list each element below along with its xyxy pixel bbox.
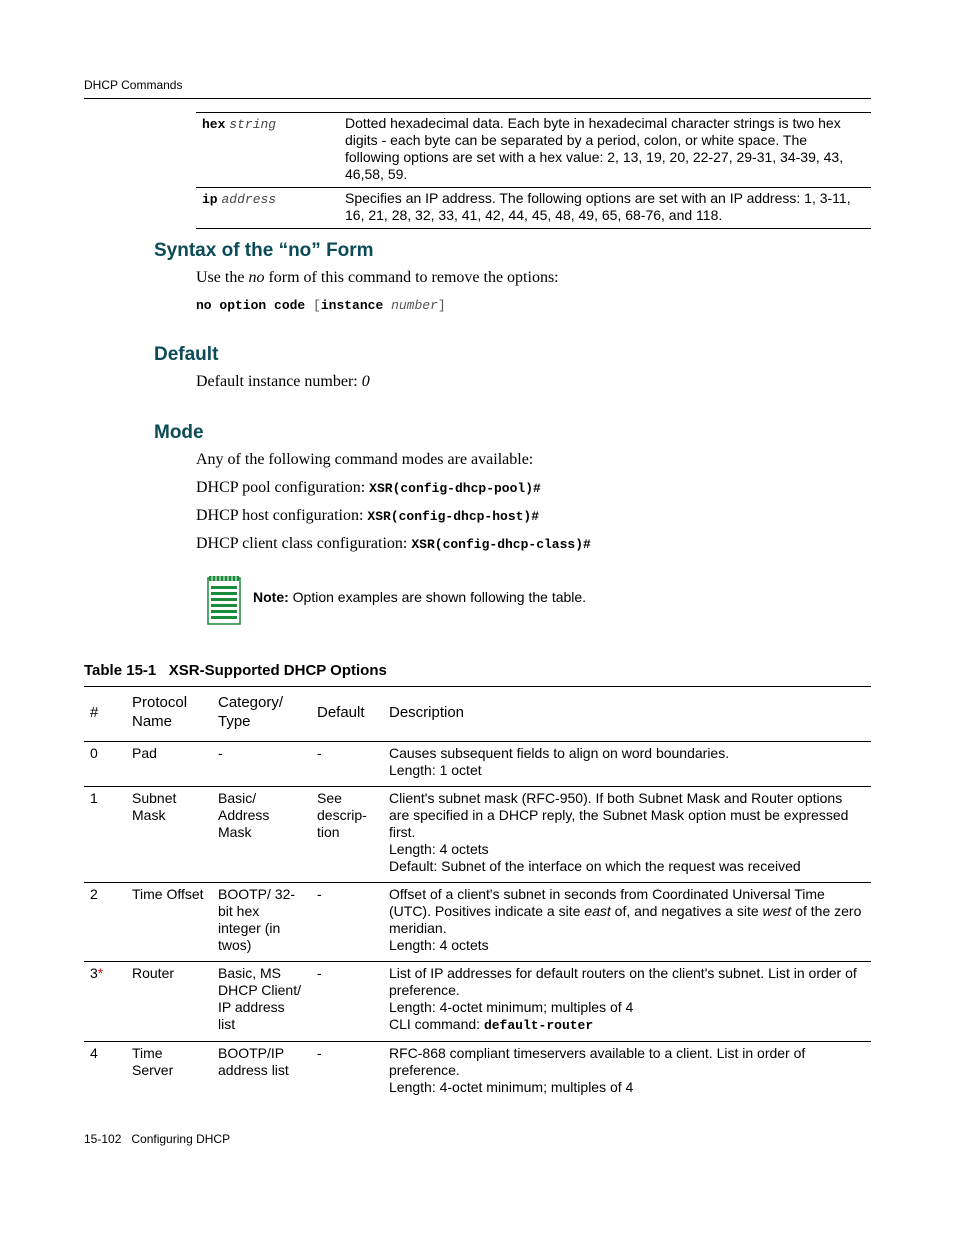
cell-name: Subnet Mask [126, 787, 212, 883]
cell-name: Pad [126, 742, 212, 787]
param-row [196, 188, 871, 229]
page-footer: 15-102 Configuring DHCP [84, 1132, 231, 1146]
desc-line: Length: 4 octets [389, 841, 489, 857]
text-run: Offset of a client's subnet in seconds from Coordinated Universal Time (UTC). Positives indicate a site [389, 886, 825, 919]
cell-category: Basic/ Address Mask [212, 787, 311, 883]
default-heading: Default [154, 344, 219, 365]
default-value: 0 [361, 373, 370, 390]
row-number: 3 [90, 965, 98, 981]
mode-label: DHCP pool configuration: [196, 479, 370, 496]
emphasis-no: no [248, 269, 265, 286]
header-category: Category/ Type [212, 687, 311, 742]
cell-default: - [311, 962, 383, 1042]
bracket: ] [437, 298, 446, 313]
desc-line: Client's subnet mask (RFC-950). If both Subnet Mask and Router options are specified in a DHCP reply, the Subnet Mask option must be expressed first. [389, 790, 849, 840]
header-default: Default [311, 687, 383, 742]
desc-line: Length: 4-octet minimum; multiples of 4 [389, 1079, 634, 1095]
desc-line: RFC-868 compliant timeservers available to a client. List in order of preference. [389, 1045, 806, 1078]
command-keyword: instance [320, 298, 384, 313]
cell-category: BOOTP/ 32-bit hex integer (in twos) [212, 883, 311, 962]
parameter-table [196, 112, 871, 229]
syntax-no-command [196, 298, 446, 313]
mode-label: DHCP host configuration: [196, 507, 368, 524]
text-run: form of this command to remove the options: [264, 269, 559, 286]
table-row [84, 742, 871, 787]
param-keyword: hex [202, 117, 226, 132]
emphasis: west [762, 903, 792, 919]
cell-default: - [311, 883, 383, 962]
table-header-row [84, 687, 871, 742]
table-row [84, 787, 871, 883]
header-description: Description [383, 687, 871, 742]
mode-prompt: XSR(config-dhcp-host)# [367, 509, 540, 524]
syntax-no-text [196, 269, 559, 287]
table-title: XSR-Supported DHCP Options [168, 662, 387, 679]
cell-num [84, 962, 126, 1042]
dhcp-options-table [84, 686, 871, 1103]
mode-prompt: XSR(config-dhcp-class)# [411, 537, 591, 552]
mode-intro: Any of the following command modes are available: [196, 451, 534, 468]
param-name-cell [196, 188, 339, 229]
text-run: of the zero meridian. [389, 903, 862, 936]
table-caption [84, 662, 387, 679]
mode-label: DHCP client class configuration: [196, 535, 412, 552]
cell-num: 2 [84, 883, 126, 962]
cell-description [383, 962, 871, 1042]
text-run: Option examples are shown following the table. [288, 589, 587, 605]
cli-command: default-router [483, 1018, 594, 1033]
cell-name: Time Server [132, 1045, 174, 1078]
running-header: DHCP Commands [84, 78, 183, 92]
cell-default: - [311, 742, 383, 787]
emphasis: east [584, 903, 611, 919]
desc-line: Default: Subnet of the interface on which the request was received [389, 858, 801, 874]
syntax-no-heading: Syntax of the “no” Form [154, 240, 374, 261]
table-row [84, 1042, 871, 1104]
cell-description [383, 883, 871, 962]
cell-category: Basic, MS DHCP Client/ IP address list [212, 962, 311, 1042]
cell-description [383, 1042, 871, 1104]
table-row [84, 883, 871, 962]
table-number: Table 15-1 [84, 662, 157, 679]
desc-line: Length: 4-octet minimum; multiples of 4 [389, 999, 634, 1015]
cell-description [383, 787, 871, 883]
cell-num: 4 [90, 1045, 98, 1061]
desc-line [389, 1016, 865, 1034]
text-run: of, and negatives a site [610, 903, 763, 919]
mode-prompt: XSR(config-dhcp-pool)# [369, 481, 541, 496]
cell-category: BOOTP/IP address list [218, 1045, 289, 1078]
desc-line: List of IP addresses for default routers on the client's subnet. List in order of preference. [389, 965, 857, 998]
cell-default: See descrip-tion [311, 787, 383, 883]
mode-item [196, 535, 591, 553]
header-rule [84, 98, 871, 99]
mode-item [196, 507, 539, 525]
param-arg: address [221, 192, 277, 207]
mode-heading: Mode [154, 422, 204, 443]
command-arg: number [391, 298, 438, 313]
cell-name: Time Offset [126, 883, 212, 962]
bracket: [ [313, 298, 321, 313]
default-text [196, 373, 370, 391]
cell-name: Router [126, 962, 212, 1042]
text-run: Use the [196, 269, 249, 286]
command-keyword: no option code [196, 298, 306, 313]
desc-line: Causes subsequent fields to align on word boundaries. [389, 745, 730, 761]
header-num: # [84, 687, 126, 742]
desc-line [389, 886, 865, 937]
cell-category: - [212, 742, 311, 787]
param-description: Specifies an IP address. The following options are set with an IP address: 1, 3-11, 16, 21, 28, 32, 33, 41, 42, 44, 45, 48, 49, 65, 68-76, and 118. [339, 188, 871, 229]
desc-line: Length: 4 octets [389, 937, 489, 953]
mode-item [196, 479, 541, 497]
param-name-cell [196, 113, 339, 188]
cli-label: CLI command: [389, 1016, 484, 1032]
cell-num: 1 [84, 787, 126, 883]
header-protocol-name: Protocol Name [126, 687, 212, 742]
note-text [253, 589, 586, 605]
note-label: Note: [253, 589, 289, 605]
desc-line: Length: 1 octet [389, 762, 482, 778]
cell-default: - [317, 1045, 322, 1061]
param-description: Dotted hexadecimal data. Each byte in hexadecimal character strings is two hex digits - each byte can be separated by a period, colon, or white space. The following options are set with a hex value: 2, 13, 19, 20, 22-27, 29-31, 34-39, 43, 46,58, 59. [339, 113, 871, 188]
notepad-icon [206, 574, 242, 626]
asterisk-mark: * [97, 965, 104, 981]
param-row [196, 113, 871, 188]
table-row [84, 962, 871, 1042]
param-keyword: ip [202, 192, 218, 207]
text-run: Default instance number: [196, 373, 362, 390]
cell-description [383, 742, 871, 787]
cell-num: 0 [84, 742, 126, 787]
param-arg: string [229, 117, 277, 132]
